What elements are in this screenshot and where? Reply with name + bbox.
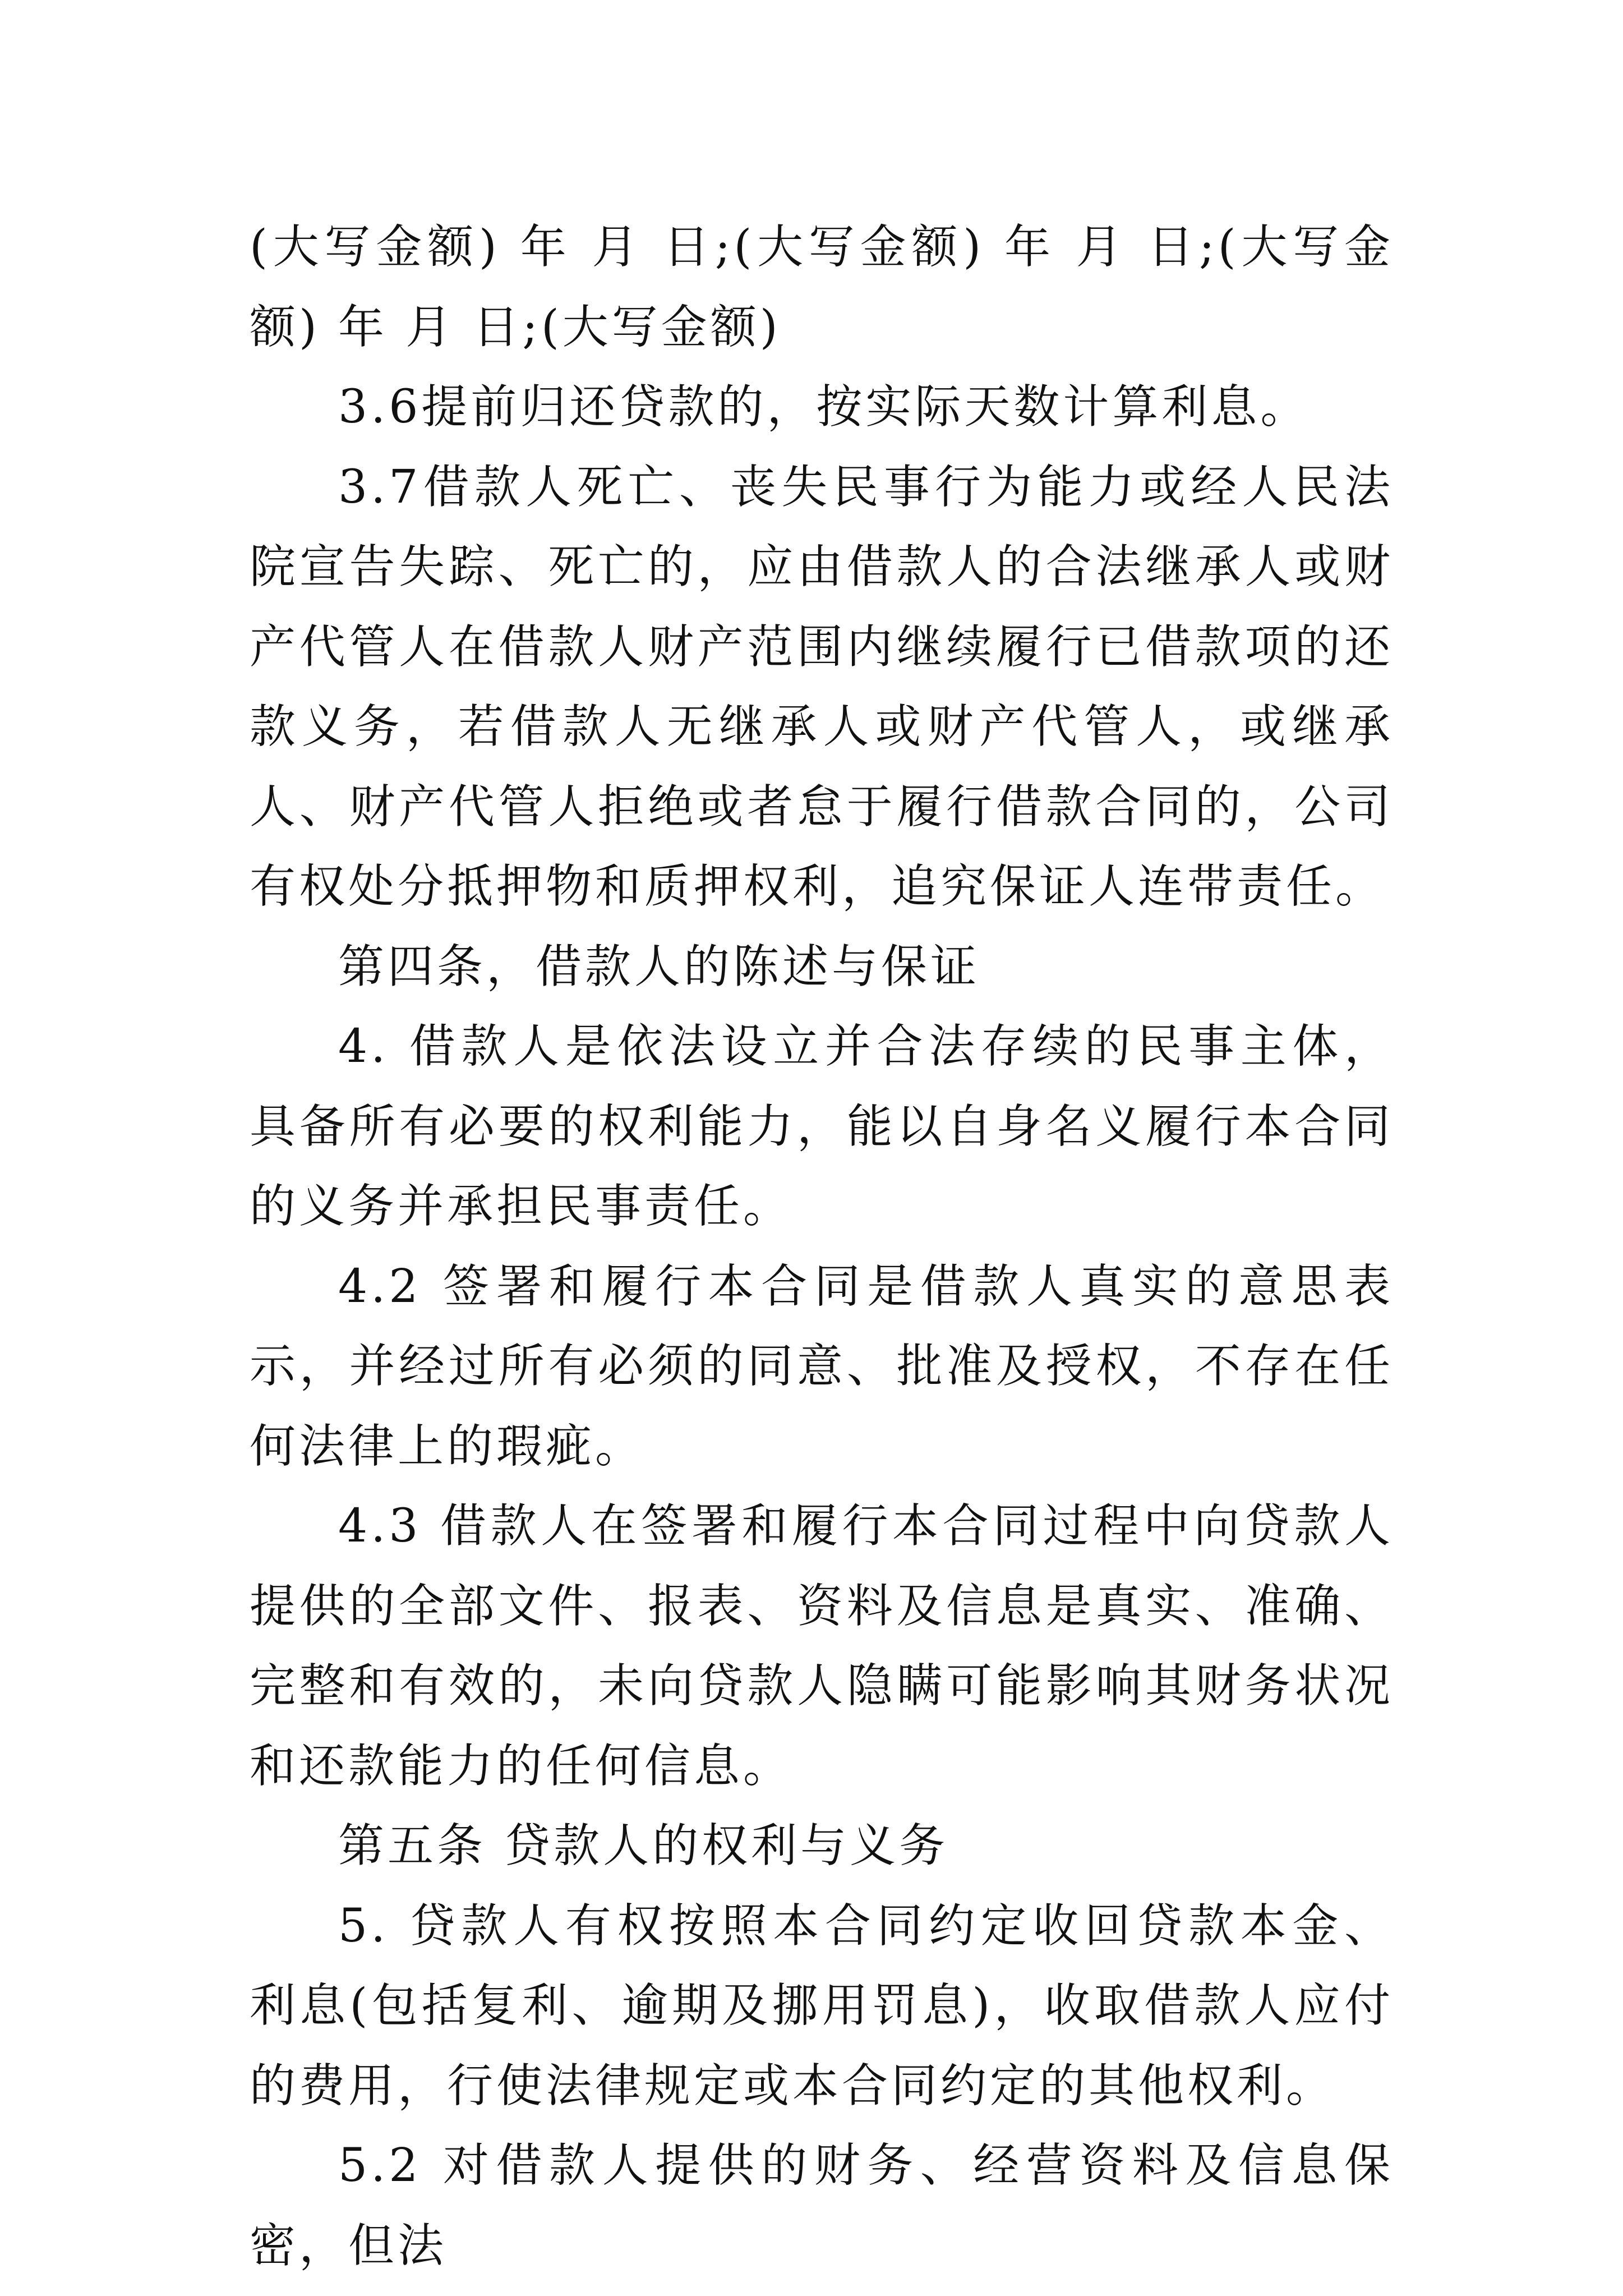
paragraph-5-1: 5. 贷款人有权按照本合同约定收回贷款本金、利息(包括复利、逾期及挪用罚息)，收取借款人应付的费用，行使法律规定或本合同约定的其他权利。: [250, 1899, 1394, 2113]
paragraph-4-3: 4.3 借款人在签署和履行本合同过程中向贷款人提供的全部文件、报表、资料及信息是真实、准确、完整和有效的，未向贷款人隐瞒可能影响其财务状况和还款能力的任何信息。: [250, 1499, 1394, 1793]
heading-article-4: 第四条，借款人的陈述与保证: [338, 940, 980, 993]
heading-article-5: 第五条 贷款人的权利与义务: [338, 1819, 949, 1872]
paragraph-5-2: 5.2 对借款人提供的财务、经营资料及信息保密，但法: [250, 2139, 1394, 2272]
paragraph-3-6: 3.6提前归还贷款的，按实际天数计算利息。: [338, 380, 1310, 434]
paragraph-4-1: 4. 借款人是依法设立并合法存续的民事主体，具备所有必要的权利能力，能以自身名义履行本合同的义务并承担民事责任。: [250, 1020, 1394, 1233]
paragraph-4-2: 4.2 签署和履行本合同是借款人真实的意思表示，并经过所有必须的同意、批准及授权，不存在任何法律上的瑕疵。: [250, 1259, 1394, 1473]
document-body: [250, 208, 1394, 2286]
paragraph-amount-dates: (大写金额) 年 月 日;(大写金额) 年 月 日;(大写金额) 年 月 日;(大写金额): [250, 220, 1394, 354]
paragraph-3-7: 3.7借款人死亡、丧失民事行为能力或经人民法院宣告失踪、死亡的，应由借款人的合法继承人或财产代管人在借款人财产范围内继续履行已借款项的还款义务，若借款人无继承人或财产代管人，或继承人、财产代管人拒绝或者怠于履行借款合同的，公司有权处分抵押物和质押权利，追究保证人连带责任。: [250, 460, 1394, 913]
